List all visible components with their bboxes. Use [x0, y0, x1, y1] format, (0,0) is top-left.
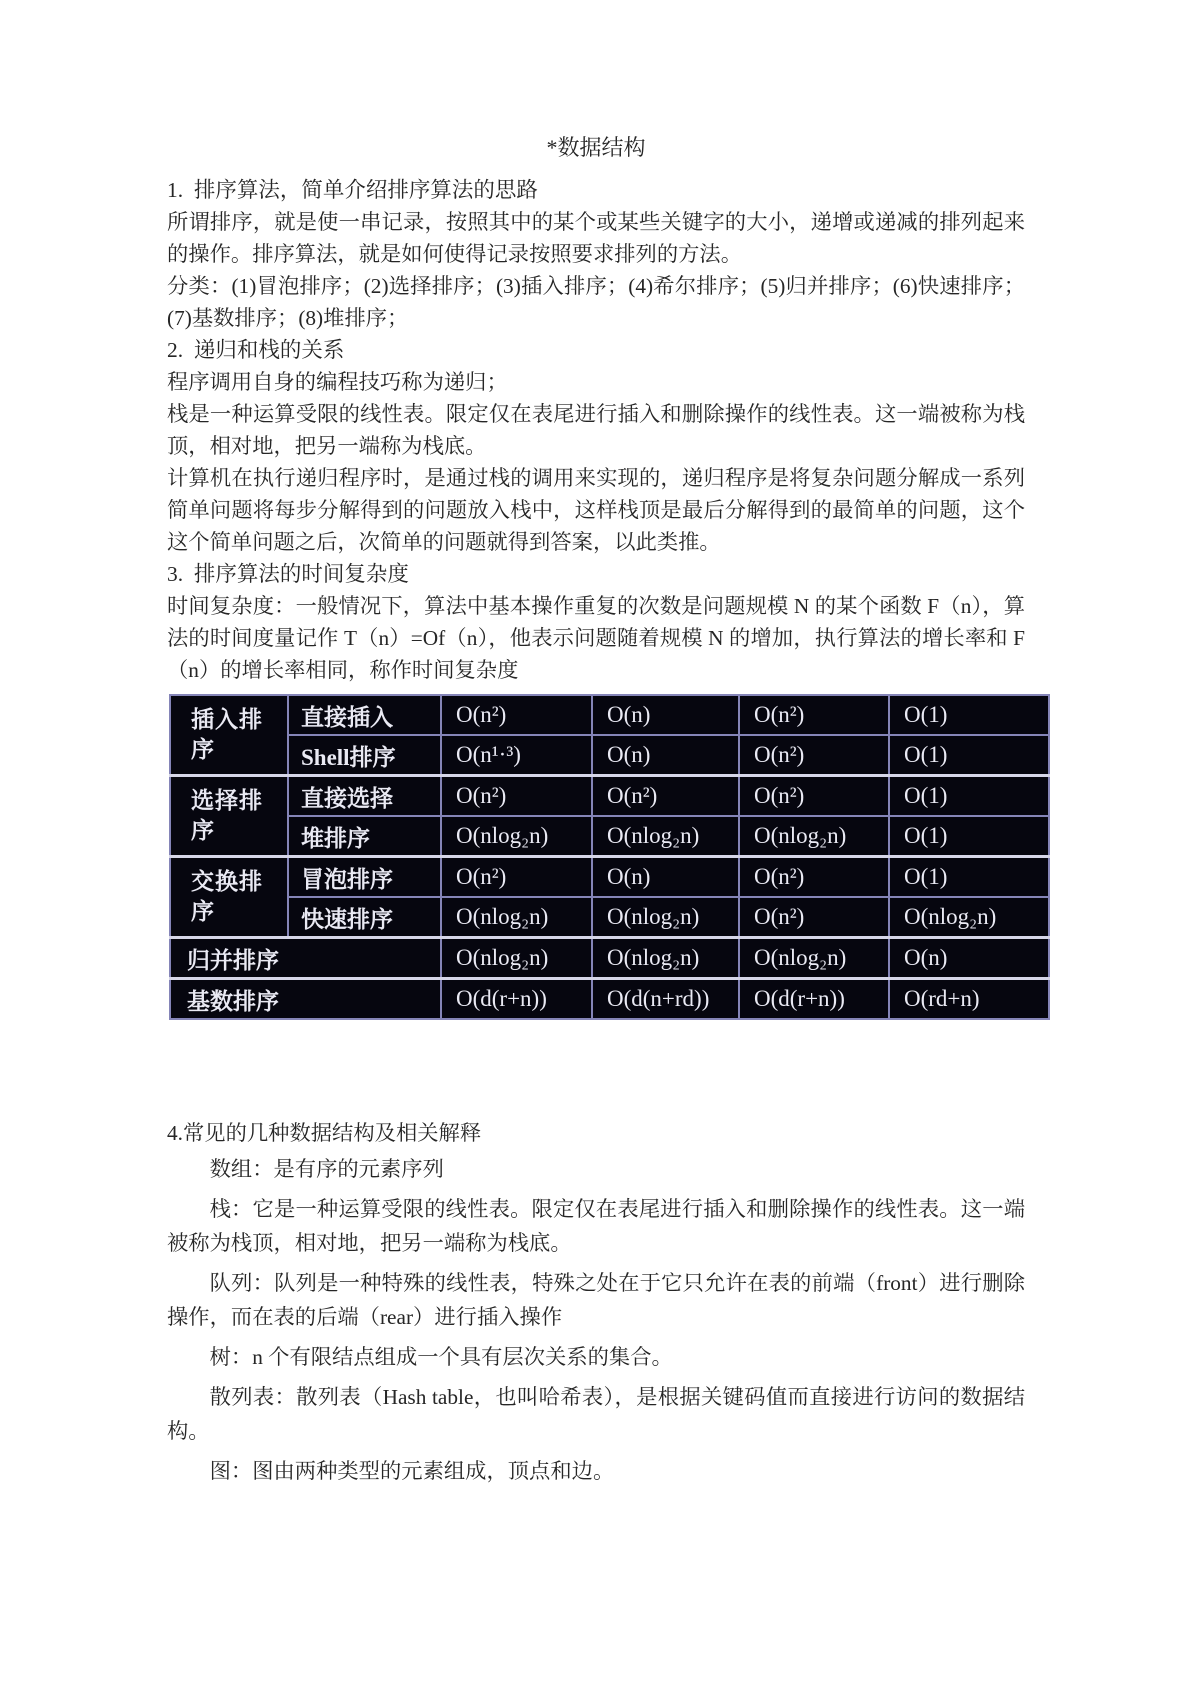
section4-heading: 4.常见的几种数据结构及相关解释: [167, 1121, 482, 1145]
table-value-cell: O(nlog₂n): [889, 897, 1049, 938]
section4: [167, 1116, 1025, 1488]
section2-heading: 2. 递归和栈的关系: [167, 338, 345, 362]
table-value-cell: O(n¹·³): [441, 735, 592, 776]
table-value-cell: O(d(n+rd)): [592, 979, 739, 1020]
table-value-cell: O(n²): [441, 857, 592, 898]
table-group-cell: 交换排序: [170, 857, 288, 938]
table-method-cell: 冒泡排序: [288, 857, 441, 898]
table-value-cell: O(1): [889, 857, 1049, 898]
section2-paragraph: 程序调用自身的编程技巧称为递归；: [167, 370, 508, 394]
table-method-cell: Shell排序: [288, 735, 441, 776]
section1-paragraph: 所谓排序，就是使一串记录，按照其中的某个或某些关键字的大小，递增或递减的排列起来的操作。排序算法，就是如何使得记录按照要求排列的方法。: [167, 210, 1025, 266]
table-value-cell: O(nlog₂n): [592, 816, 739, 857]
table-value-cell: O(rd+n): [889, 979, 1049, 1020]
table-value-cell: O(nlog₂n): [592, 938, 739, 979]
table-value-cell: O(d(r+n)): [441, 979, 592, 1020]
section4-paragraph: 散列表：散列表（Hash table，也叫哈希表），是根据关键码值而直接进行访问的数据结构。: [167, 1385, 1025, 1443]
table-value-cell: O(nlog₂n): [739, 816, 889, 857]
table-value-cell: O(n): [889, 938, 1049, 979]
document-content: [167, 132, 1025, 1494]
table-method-cell: 堆排序: [288, 816, 441, 857]
complexity-table-image: [169, 694, 997, 1020]
table-method-cell: 直接选择: [288, 776, 441, 817]
table-row: [170, 857, 1049, 898]
table-value-cell: O(n²): [739, 695, 889, 735]
section3-heading: 3. 排序算法的时间复杂度: [167, 562, 409, 586]
table-method-cell: 基数排序: [170, 979, 441, 1020]
table-value-cell: O(n): [592, 695, 739, 735]
table-value-cell: O(1): [889, 776, 1049, 817]
table-value-cell: O(n²): [441, 776, 592, 817]
section1-paragraph: 分类：(1)冒泡排序；(2)选择排序；(3)插入排序；(4)希尔排序；(5)归并排序；(6)快速排序；(7)基数排序；(8)堆排序；: [167, 274, 1025, 330]
table-value-cell: O(nlog₂n): [441, 816, 592, 857]
table-value-cell: O(d(r+n)): [739, 979, 889, 1020]
table-value-cell: O(1): [889, 816, 1049, 857]
doc-title: *数据结构: [546, 135, 646, 160]
section4-paragraph: 图：图由两种类型的元素组成，顶点和边。: [209, 1459, 615, 1483]
table-row: [170, 776, 1049, 817]
table-value-cell: O(nlog₂n): [739, 938, 889, 979]
complexity-table: [169, 694, 1050, 1020]
table-value-cell: O(1): [889, 735, 1049, 776]
table-group-cell: 选择排序: [170, 776, 288, 857]
table-row: [170, 897, 1049, 938]
table-value-cell: O(n²): [739, 776, 889, 817]
section4-paragraph: 数组：是有序的元素序列: [209, 1157, 444, 1181]
table-value-cell: O(n): [592, 735, 739, 776]
section4-paragraph: 队列：队列是一种特殊的线性表，特殊之处在于它只允许在表的前端（front）进行删除操作，而在表的后端（rear）进行插入操作: [167, 1271, 1025, 1329]
table-method-cell: 快速排序: [288, 897, 441, 938]
table-value-cell: O(n²): [739, 857, 889, 898]
section2-paragraph: 计算机在执行递归程序时，是通过栈的调用来实现的，递归程序是将复杂问题分解成一系列简单问题将每步分解得到的问题放入栈中，这样栈顶是最后分解得到的最简单的问题，这个这个简单问题之后，次简单的问题就得到答案，以此类推。: [167, 466, 1025, 554]
table-row: [170, 979, 1049, 1020]
table-value-cell: O(nlog₂n): [441, 938, 592, 979]
section3-paragraph: 时间复杂度：一般情况下，算法中基本操作重复的次数是问题规模 N 的某个函数 F（n），算法的时间度量记作 T（n）=Of（n），他表示问题随着规模 N 的增加，执行算法的增长率和 F（n）的增长率相同，称作时间复杂度: [167, 594, 1025, 682]
section1-heading: 1. 排序算法，简单介绍排序算法的思路: [167, 178, 538, 202]
table-row: [170, 816, 1049, 857]
table-value-cell: O(nlog₂n): [441, 897, 592, 938]
table-row: [170, 695, 1049, 735]
table-value-cell: O(n²): [739, 897, 889, 938]
table-value-cell: O(n): [592, 857, 739, 898]
section4-paragraph: 树：n 个有限结点组成一个具有层次关系的集合。: [209, 1345, 673, 1369]
table-method-cell: 直接插入: [288, 695, 441, 735]
section4-paragraph: 栈：它是一种运算受限的线性表。限定仅在表尾进行插入和删除操作的线性表。这一端被称为栈顶，相对地，把另一端称为栈底。: [167, 1197, 1025, 1255]
table-value-cell: O(1): [889, 695, 1049, 735]
table-value-cell: O(nlog₂n): [592, 897, 739, 938]
table-row: [170, 938, 1049, 979]
table-group-cell: 插入排序: [170, 695, 288, 776]
table-method-cell: 归并排序: [170, 938, 441, 979]
table-value-cell: O(n²): [739, 735, 889, 776]
table-row: [170, 735, 1049, 776]
section2-paragraph: 栈是一种运算受限的线性表。限定仅在表尾进行插入和删除操作的线性表。这一端被称为栈顶，相对地，把另一端称为栈底。: [167, 402, 1025, 458]
table-value-cell: O(n²): [592, 776, 739, 817]
table-value-cell: O(n²): [441, 695, 592, 735]
